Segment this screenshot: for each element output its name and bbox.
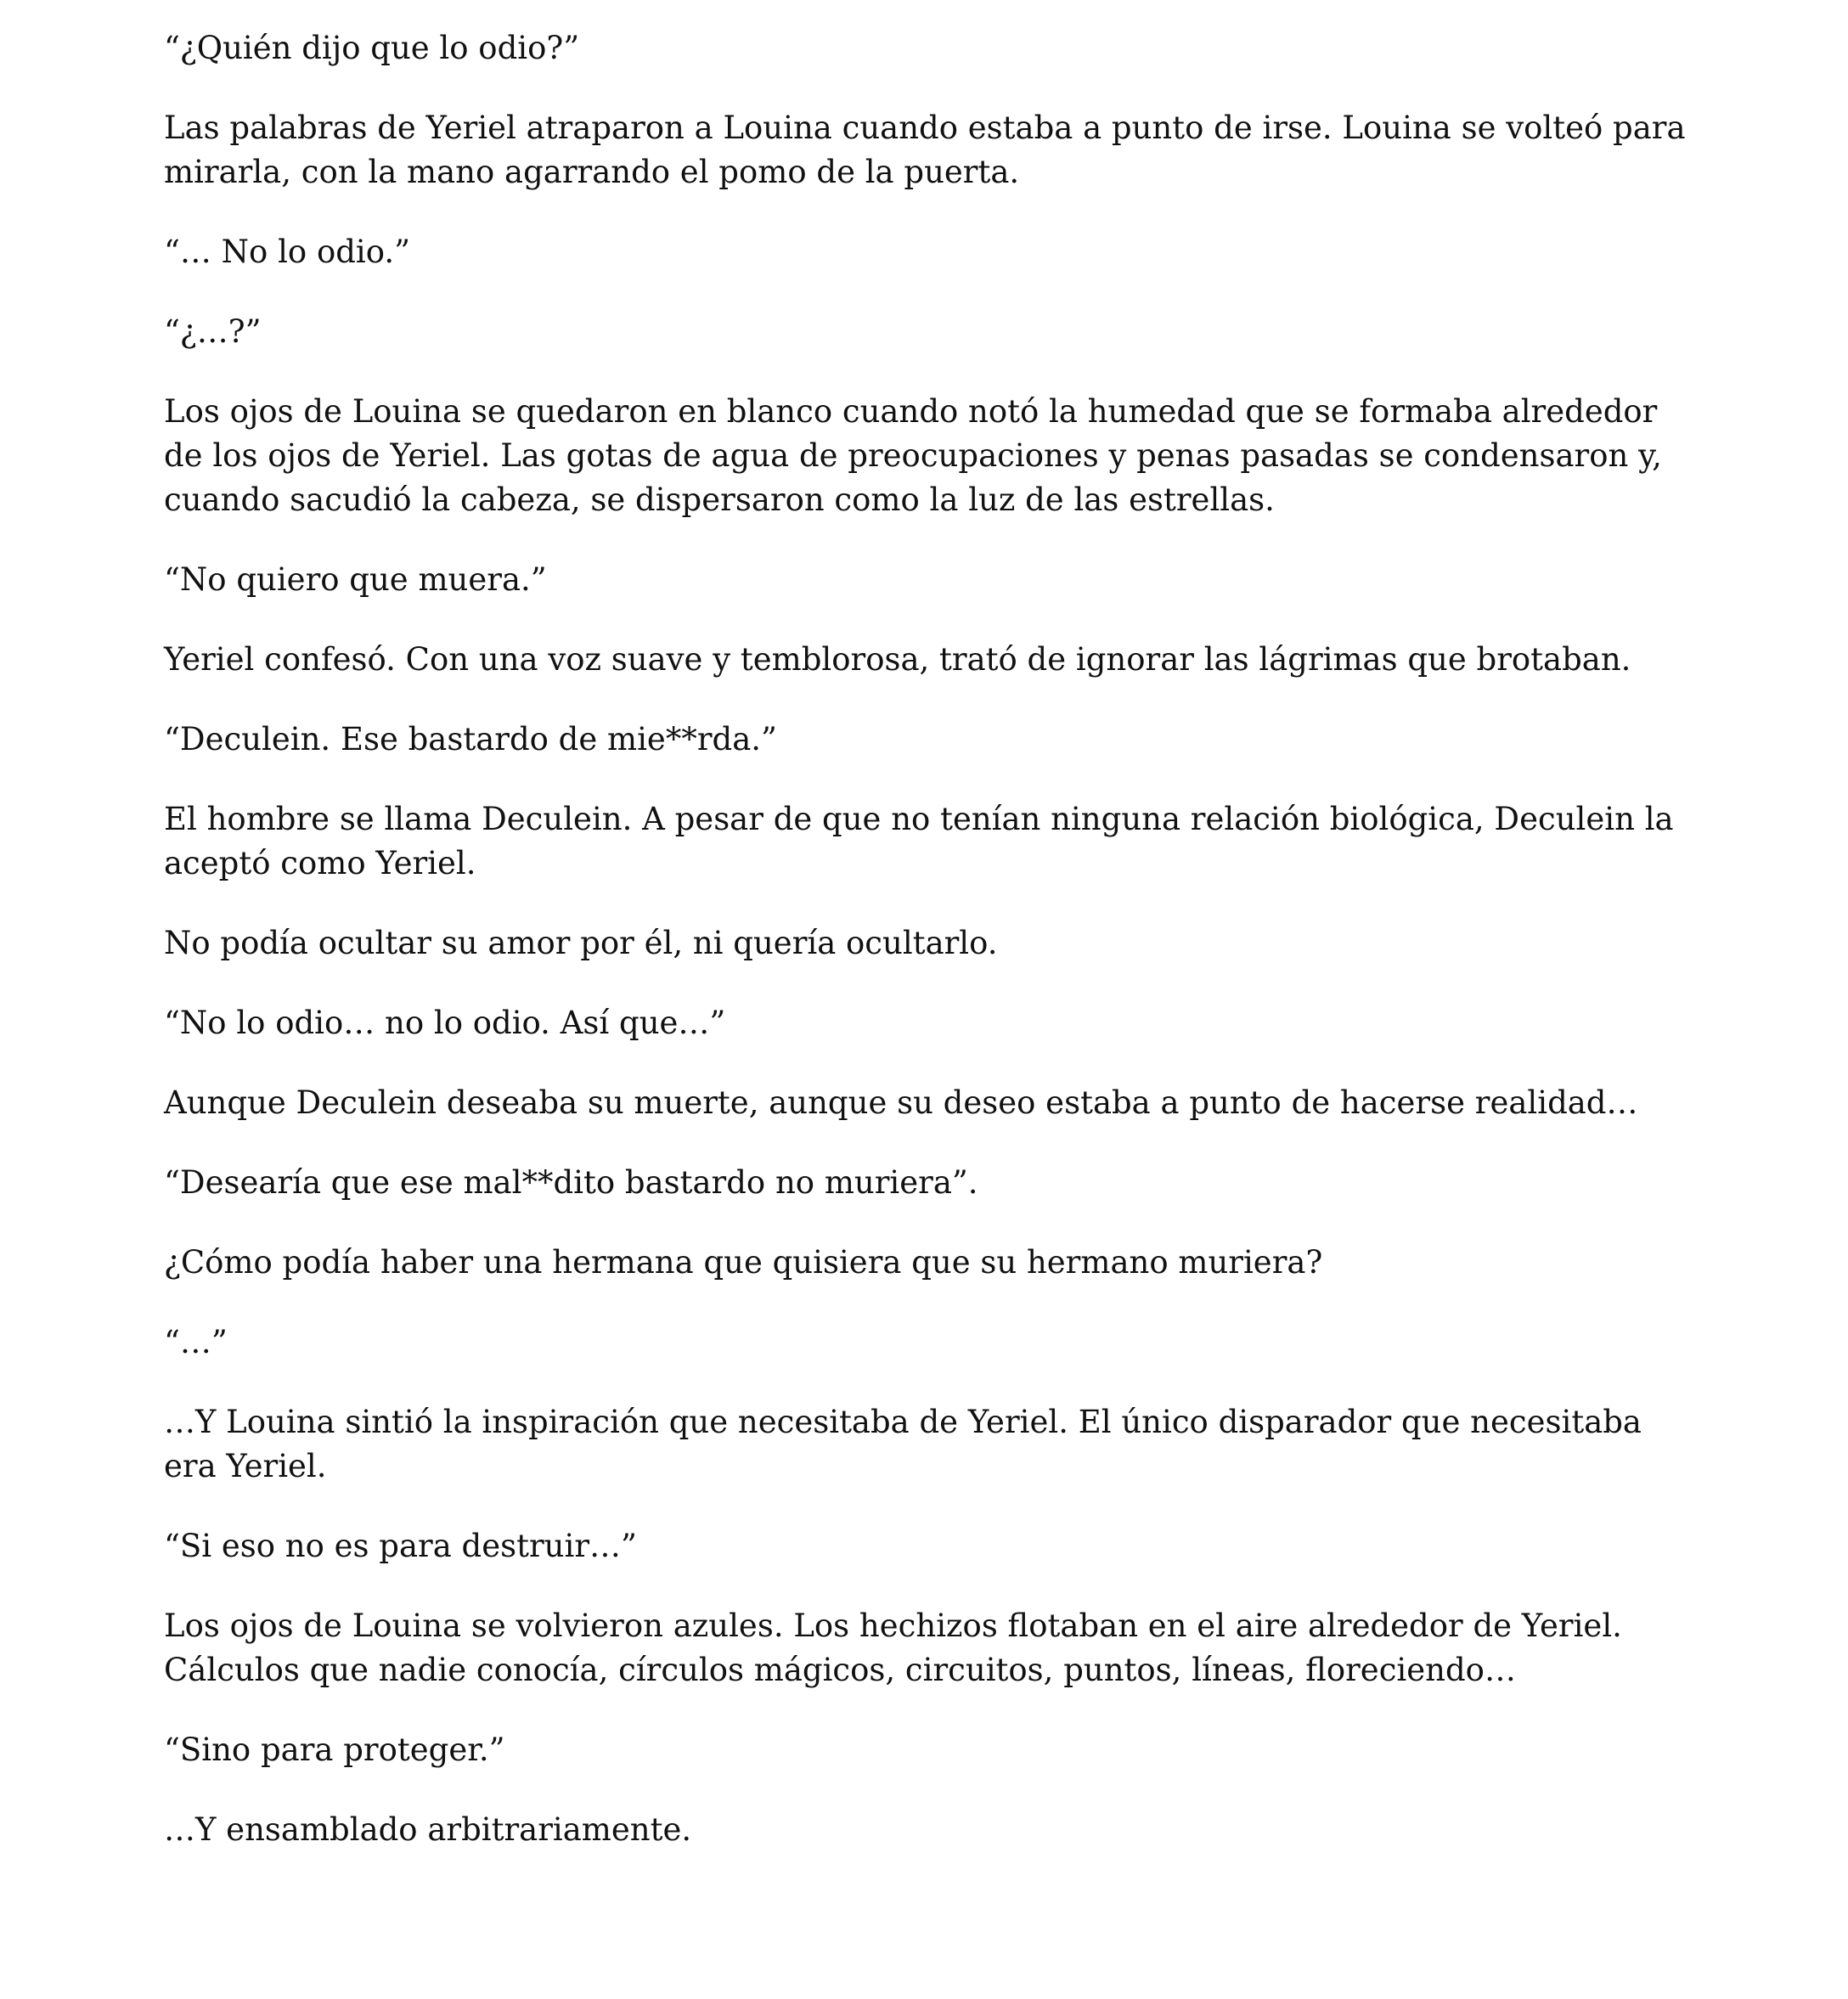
paragraph: “¿Quién dijo que lo odio?”: [164, 30, 580, 66]
paragraph: ¿Cómo podía haber una hermana que quisiera que su hermano muriera?: [164, 1244, 1323, 1281]
paragraph: “…”: [164, 1324, 228, 1360]
paragraph: El hombre se llama Deculein. A pesar de que no tenían ninguna relación biológica, Deculein la aceptó como Yeriel.: [164, 801, 1674, 881]
paragraph: “Si eso no es para destruir…”: [164, 1528, 637, 1564]
paragraph: “Deculein. Ese bastardo de mie**rda.”: [164, 721, 777, 757]
paragraph: …Y ensamblado arbitrariamente.: [164, 1811, 692, 1848]
paragraph: “¿…?”: [164, 313, 262, 350]
paragraph: Los ojos de Louina se quedaron en blanco cuando notó la humedad que se formaba alrededor de los ojos de Yeriel. Las gotas de agua de preocupaciones y penas pasadas se condensaron y, cuando sacudió la cabeza, se dispersaron como la luz de las estrellas.: [164, 393, 1662, 518]
paragraph: “Desearía que ese mal**dito bastardo no muriera”.: [164, 1164, 978, 1201]
paragraph: “Sino para proteger.”: [164, 1732, 505, 1768]
paragraph: Los ojos de Louina se volvieron azules. Los hechizos flotaban en el aire alrededor de Yeriel. Cálculos que nadie conocía, círculos mágicos, circuitos, puntos, líneas, floreciendo…: [164, 1608, 1622, 1688]
paragraph: “… No lo odio.”: [164, 234, 411, 270]
paragraph: “No lo odio… no lo odio. Así que…”: [164, 1005, 726, 1041]
text-body: [164, 26, 1693, 1888]
paragraph: Aunque Deculein deseaba su muerte, aunque su deseo estaba a punto de hacerse realidad…: [164, 1084, 1638, 1121]
paragraph: “No quiero que muera.”: [164, 561, 547, 598]
paragraph: Yeriel confesó. Con una voz suave y temblorosa, trató de ignorar las lágrimas que brotaban.: [164, 641, 1631, 678]
paragraph: Las palabras de Yeriel atraparon a Louina cuando estaba a punto de irse. Louina se volteó para mirarla, con la mano agarrando el pomo de la puerta.: [164, 110, 1686, 190]
paragraph: …Y Louina sintió la inspiración que necesitaba de Yeriel. El único disparador que necesitaba era Yeriel.: [164, 1404, 1642, 1484]
paragraph: No podía ocultar su amor por él, ni quería ocultarlo.: [164, 925, 998, 961]
